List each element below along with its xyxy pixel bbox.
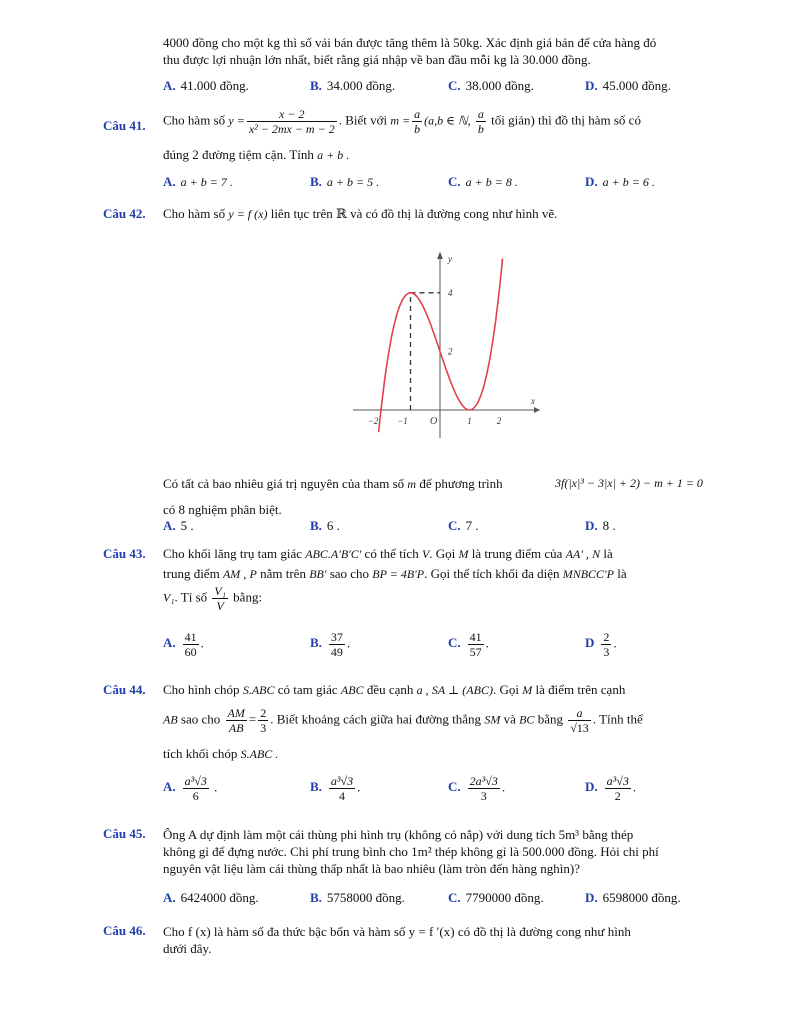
q46-paragraph (163, 923, 723, 957)
q43-line-3: V₁. Tỉ số $\frac{\text{V₁}}{V}$ bằng: (163, 584, 263, 613)
option-c[interactable]: C. 38.000 đồng. (448, 78, 534, 93)
intro-options (0, 78, 792, 96)
option-d[interactable]: D. 6598000 đồng. (585, 890, 681, 905)
option-a[interactable]: A. 41.000 đồng. (163, 78, 249, 93)
q45-options (0, 890, 792, 908)
option-b[interactable]: B. 5758000 đồng. (310, 890, 405, 905)
option-a[interactable]: A. a + b = 7 . (163, 174, 233, 189)
intro-line-1: 4000 đồng cho một kg thì số vải bán được tăng thêm là 50kg. Xác định giá bán để cửa hàng đó (163, 35, 657, 50)
option-c[interactable]: C. a + b = 8 . (448, 174, 518, 189)
q44-line-1: Cho hình chóp S.ABC có tam giác ABC đều cạnh a , SA ⊥ (ABC). Gọi M là điểm trên cạnh (163, 682, 626, 697)
q45-paragraph (163, 826, 723, 877)
y-axis-label: y (448, 254, 452, 264)
option-c[interactable]: C. $\frac{\text{2a³√3}}{3}$ . (448, 774, 506, 803)
q45-line-3: nguyên vật liệu làm cái thùng thấp nhất là bao nhiêu (làm tròn đến hàng nghìn)? (163, 861, 580, 876)
y-axis-arrow (437, 252, 443, 259)
q46-line-2: dưới đây. (163, 941, 212, 956)
q41-m-fraction: $\frac{a}{b}$ (414, 107, 421, 136)
q42-options (0, 518, 792, 536)
x-tick-label: −2 (367, 416, 379, 426)
option-c[interactable]: C. 7 . (448, 518, 479, 533)
q43-line-2: trung điểm AM , P nằm trên BB' sao cho BP = 4B'P. Gọi thể tích khối đa diện MNBCC'P là (163, 566, 627, 581)
q42-line-1: Cho hàm số y = f (x) liên tục trên ℝ và có đồ thị là đường cong như hình vẽ. (163, 206, 558, 221)
x-tick-label: −1 (397, 416, 408, 426)
intro-line-2: thu được lợi nhuận lớn nhất, biết rằng giá nhập về ban đầu mỗi kg là 30.000 đồng. (163, 52, 591, 67)
q41-ab-fraction: $\frac{a}{b}$ (477, 107, 484, 136)
q45-line-2: không gỉ để đựng nước. Chi phí trung bình cho 1m² thép không gỉ là 500.000 đồng. Hỏi chi phí (163, 844, 659, 859)
option-a[interactable]: A. 5 . (163, 518, 194, 533)
q43-ratio-fraction: $\frac{\text{V₁}}{V}$ (214, 584, 226, 613)
option-d[interactable]: D. 8 . (585, 518, 616, 533)
option-a[interactable]: A. $\frac{41}{60}$ . (163, 630, 204, 659)
option-c[interactable]: C. $\frac{41}{57}$ . (448, 630, 489, 659)
q41-line-2: đúng 2 đường tiệm cận. Tính a + b . (163, 147, 350, 162)
question-label: Câu 46. (103, 923, 146, 938)
origin-label: O (430, 416, 438, 427)
option-d[interactable]: D. a + b = 6 . (585, 174, 655, 189)
option-c[interactable]: C. 7790000 đồng. (448, 890, 544, 905)
option-b[interactable]: B. a + b = 5 . (310, 174, 380, 189)
option-d[interactable]: D. 45.000 đồng. (585, 78, 671, 93)
q42-line-3: có 8 nghiệm phân biệt. (163, 502, 282, 517)
q42-equation: 3f(|x|³ − 3|x| + 2) − m + 1 = 0 (555, 476, 703, 490)
q41-function-fraction: $\frac{x - 2}{\text{x² − 2mx − m − 2}}$ (248, 107, 335, 136)
q42-line-2: Có tất cả bao nhiêu giá trị nguyên của tham số m để phương trình (163, 476, 503, 491)
y-tick-label: 2 (448, 346, 453, 357)
option-a[interactable]: A. 6424000 đồng. (163, 890, 259, 905)
q44-line-2: AB sao cho $\frac{AM}{AB}$ = $\frac{2}{3}$ . Biết khoảng cách giữa hai đường thẳng SM và BC bằng $\frac{a}{√13}$ . Tính thể (163, 706, 643, 735)
q41-line-1: Cho hàm số y = $\frac{x - 2}{\text{x² − 2mx − m − 2}}$ . Biết với m = $\frac{a}{b}$ (a,b ∈ ℕ, $\frac{a}{b}$ tối giản) thì đồ thị hàm số có (163, 107, 641, 136)
x-axis-arrow (534, 407, 540, 413)
q41-options (0, 174, 792, 192)
intro-paragraph (163, 34, 723, 68)
option-d[interactable]: D. $\frac{\text{a³√3}}{2}$ . (585, 774, 637, 803)
x-tick-label: 1 (467, 416, 472, 426)
option-b[interactable]: B. 6 . (310, 518, 340, 533)
option-b[interactable]: B. 34.000 đồng. (310, 78, 396, 93)
option-d[interactable]: D $\frac{2}{3}$ . (585, 630, 617, 659)
function-graph (345, 248, 545, 443)
q44-options (0, 774, 792, 812)
question-label: Câu 43. (103, 546, 146, 561)
q43-line-1: Cho khối lăng trụ tam giác ABC.A'B'C' có thể tích V. Gọi M là trung điểm của AA' , N là (163, 546, 613, 561)
option-b[interactable]: B. $\frac{\text{a³√3}}{4}$ . (310, 774, 361, 803)
q45-line-1: Ông A dự định làm một cái thùng phi hình trụ (không có nắp) với dung tích 5m³ bằng thép (163, 827, 634, 842)
question-label: Câu 42. (103, 206, 146, 221)
q46-line-1: Cho f (x) là hàm số đa thức bậc bốn và hàm số y = f ′(x) có đồ thị là đường cong như hình (163, 924, 631, 939)
function-curve (379, 259, 503, 433)
q43-options (0, 630, 792, 668)
question-label: Câu 44. (103, 682, 146, 697)
x-tick-label: 2 (496, 416, 502, 426)
y-tick-label: 4 (448, 287, 453, 298)
q44-line-3: tích khối chóp S.ABC . (163, 746, 279, 761)
option-a[interactable]: A. $\frac{\text{a³√3}}{6}$ . (163, 774, 218, 803)
question-label: Câu 45. (103, 826, 146, 841)
x-axis-label: x (531, 396, 535, 406)
option-b[interactable]: B. $\frac{37}{49}$ . (310, 630, 351, 659)
question-label: Câu 41. (103, 118, 146, 133)
